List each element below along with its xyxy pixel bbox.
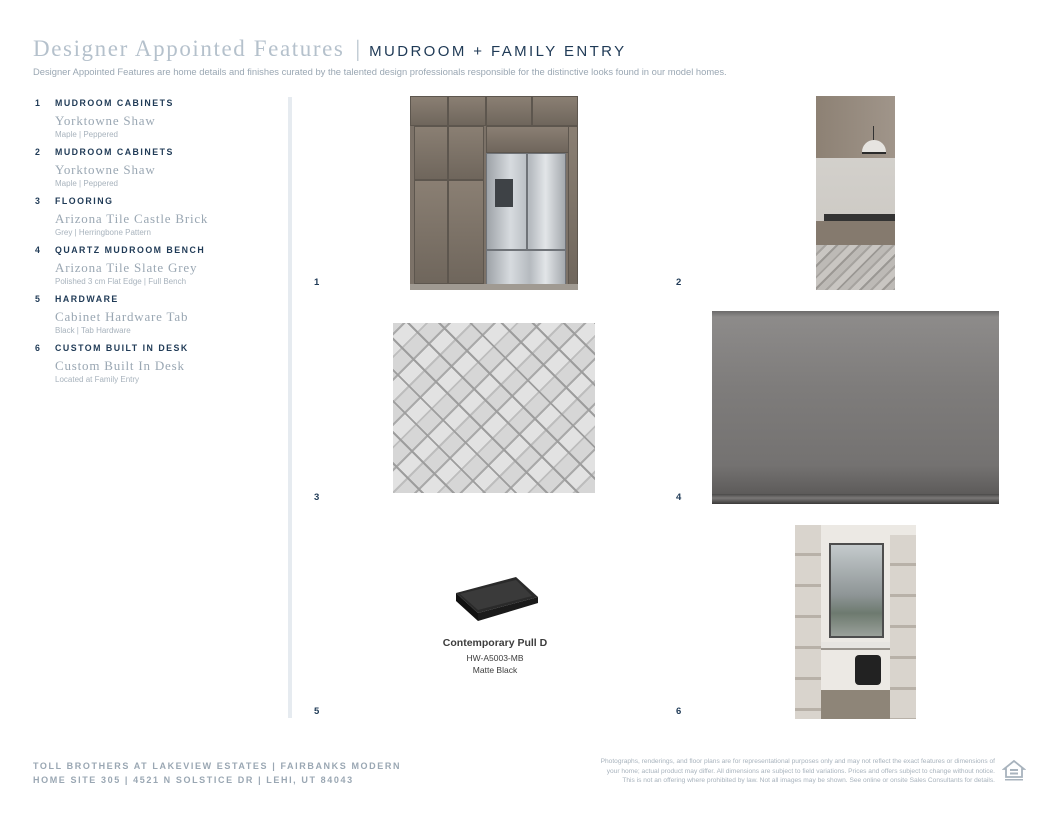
feature-detail: Located at Family Entry — [55, 375, 140, 384]
feature-category: MUDROOM CABINETS — [55, 98, 174, 108]
disclaimer-line: This is not an offering where prohibited by law. Not all images may be shown. See online or onsite Sales Consultants for details. — [622, 777, 995, 784]
desk-top — [821, 642, 890, 650]
feature-category: FLOORING — [55, 196, 114, 206]
feature-category: CUSTOM BUILT IN DESK — [55, 343, 189, 353]
feature-item — [35, 343, 275, 384]
feature-category: MUDROOM CABINETS — [55, 147, 174, 157]
title-row — [33, 36, 1033, 62]
feature-detail: Polished 3 cm Flat Edge | Full Bench — [55, 277, 187, 286]
footer-address — [33, 759, 401, 787]
feature-detail: Maple | Peppered — [55, 179, 119, 188]
quartz-edge — [712, 494, 999, 504]
page-header — [33, 36, 1033, 77]
photo-label-5: 5 — [314, 706, 320, 717]
pantry-cabinet — [414, 180, 448, 284]
bench-top — [824, 214, 895, 221]
feature-number: 3 — [35, 196, 40, 206]
pull-caption-finish: Matte Black — [472, 665, 518, 675]
title-separator: | — [355, 36, 361, 61]
feature-number: 4 — [35, 245, 40, 255]
pantry-cabinet — [414, 126, 448, 180]
photo-label-4: 4 — [676, 492, 682, 503]
feature-detail: Black | Tab Hardware — [55, 326, 131, 335]
upper-cabinet — [486, 96, 532, 126]
page-subtitle: MUDROOM + FAMILY ENTRY — [369, 43, 627, 60]
feature-name: Yorktowne Shaw — [55, 162, 156, 177]
footer-homesite: HOME SITE 305 | 4521 N SOLSTICE DR | LEHI, UT 84043 — [33, 775, 354, 785]
right-shelving — [890, 535, 916, 719]
photo-herringbone-tile — [393, 323, 595, 493]
photo-mudroom-bench — [816, 96, 895, 290]
feature-item — [35, 196, 275, 237]
photo-label-6: 6 — [676, 706, 682, 717]
page-title: Designer Appointed Features — [33, 36, 345, 61]
upper-cabinet — [448, 96, 486, 126]
feature-detail: Maple | Peppered — [55, 130, 119, 139]
feature-name: Yorktowne Shaw — [55, 113, 156, 128]
fridge-cabinet — [486, 126, 578, 153]
pantry-cabinet — [448, 126, 484, 180]
tile-floor — [816, 245, 895, 290]
tab-pull-image — [446, 573, 542, 621]
photo-quartz-slate — [712, 311, 999, 504]
feature-number: 5 — [35, 294, 40, 304]
feature-list — [35, 98, 275, 392]
left-shelving — [795, 525, 821, 719]
footer-disclaimer — [515, 757, 995, 786]
photo-cabinet-pull — [430, 565, 560, 685]
refrigerator — [486, 153, 566, 290]
pantry-cabinet — [448, 180, 484, 284]
feature-number: 6 — [35, 343, 40, 353]
footer-community: TOLL BROTHERS AT LAKEVIEW ESTATES | FAIRBANKS MODERN — [33, 761, 402, 771]
feature-name: Cabinet Hardware Tab — [55, 309, 189, 324]
upper-cabinet — [410, 96, 448, 126]
feature-category: HARDWARE — [55, 294, 119, 304]
photo-label-2: 2 — [676, 277, 682, 288]
pull-caption-title: Contemporary Pull D — [442, 637, 548, 649]
feature-detail: Grey | Herringbone Pattern — [55, 228, 151, 237]
water-dispenser — [495, 179, 513, 207]
feature-number: 1 — [35, 98, 40, 108]
side-panel — [568, 126, 578, 290]
wall-mirror — [829, 543, 884, 638]
equal-housing-icon — [1002, 759, 1026, 783]
disclaimer-line: Photographs, renderings, and floor plans are for representational purposes only and may not reflect the exact features or dimensions of — [600, 758, 995, 765]
photo-label-3: 3 — [314, 492, 320, 503]
photo-label-1: 1 — [314, 277, 320, 288]
feature-item — [35, 245, 275, 286]
feature-item — [35, 294, 275, 335]
feature-number: 2 — [35, 147, 40, 157]
pull-caption-sku: HW-A5003-MB — [466, 653, 524, 663]
feature-item — [35, 98, 275, 139]
feature-item — [35, 147, 275, 188]
photo-mudroom-cabinets-fridge — [410, 96, 578, 290]
disclaimer-line: your home; actual product may differ. All dimensions are subject to field variations. Prices and offers subject to change without notice. — [606, 767, 995, 775]
feature-name: Custom Built In Desk — [55, 358, 185, 373]
feature-name: Arizona Tile Castle Brick — [55, 211, 209, 226]
vertical-divider — [288, 97, 292, 718]
photo-built-in-desk — [795, 525, 916, 719]
desk-chair — [855, 655, 881, 685]
feature-name: Arizona Tile Slate Grey — [55, 260, 198, 275]
wood-floor — [821, 690, 890, 719]
upper-cabinet — [532, 96, 578, 126]
intro-text: Designer Appointed Features are home details and finishes curated by the talented design professionals responsible for the distinctive looks found in our model homes. — [33, 66, 727, 77]
feature-category: QUARTZ MUDROOM BENCH — [55, 245, 206, 255]
lower-cabinets — [816, 221, 895, 245]
